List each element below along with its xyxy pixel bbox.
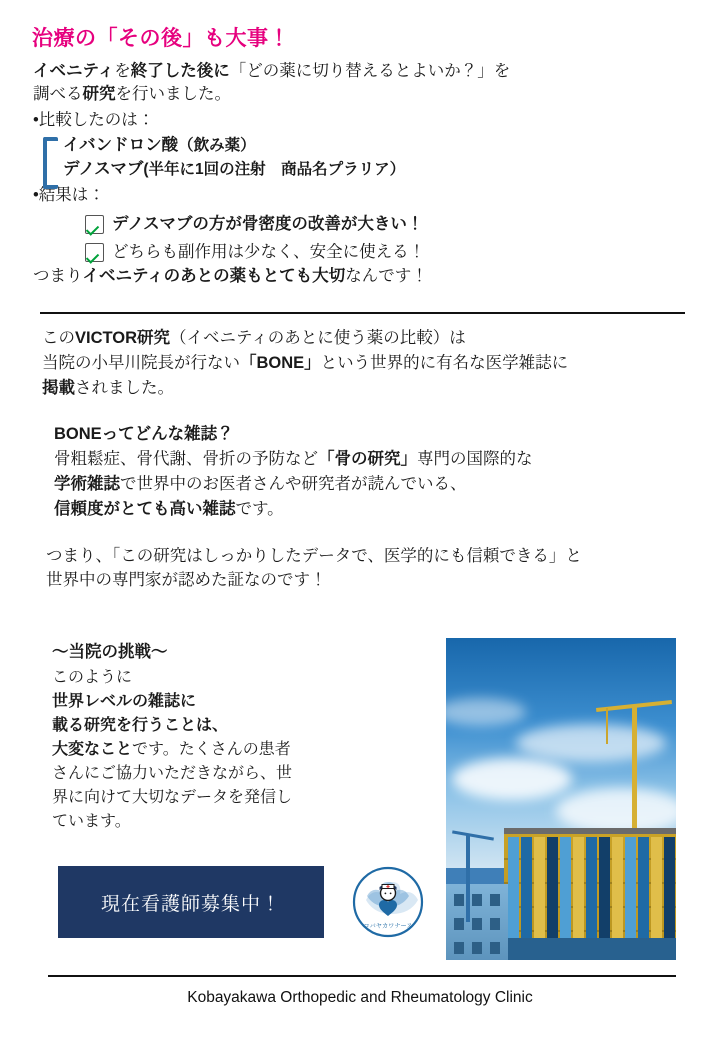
s2-readers: で世界中のお医者さんや研究者が読んでいる、 [120, 474, 467, 493]
section-clinic-challenge [52, 640, 382, 834]
s2-line-3 [42, 376, 687, 401]
result-item-2 [33, 241, 693, 264]
drug-1-name: イバンドロン酸 [63, 136, 179, 155]
s1-line-2 [33, 83, 693, 106]
s2-this: この [42, 329, 75, 347]
divider-top [40, 312, 685, 314]
section1-conclusion [33, 262, 428, 286]
s2-published-suffix: されました。 [75, 378, 174, 397]
bracket-icon [43, 137, 58, 189]
s2-study-desc: （イベニティのあとに使う薬の比較）は [170, 329, 466, 347]
s1-bullet-compare: •比較したのは： [33, 110, 155, 129]
s1-did: を行いました。 [115, 85, 231, 104]
s2-closing-line-2: 世界中の専門家が認めた証なのです！ [46, 571, 327, 590]
s3-line-3: 載る研究を行うことは、 [52, 716, 229, 734]
result-2-text: どちらも副作用は少なく、安全に使える！ [112, 242, 426, 261]
conclusion-emphasis: イベニティのあとの薬もとても大切 [82, 267, 346, 285]
check-icon [85, 243, 104, 262]
s2-international: 専門の国際的な [417, 450, 533, 468]
s1-line-1 [33, 60, 693, 83]
s1-particle-1: を [114, 62, 131, 80]
conclusion-prefix: つまり [33, 267, 83, 285]
s2-sub-line-2 [54, 472, 687, 497]
s1-verb: 調べる [33, 85, 83, 104]
page-title: 治療の「その後」も大事！ [32, 27, 290, 50]
nurse-logo-icon [352, 866, 424, 938]
s1-drug-name: イベニティ [33, 62, 115, 80]
drug-2-note: (半年に1回の注射 商品名プラリア） [143, 161, 406, 179]
s2-academic-journal: 学術雑誌 [54, 474, 120, 493]
s3-line-7: ています。 [52, 812, 131, 830]
section-treatment-after [33, 60, 693, 264]
s3-body [52, 666, 382, 834]
s3-line-4-rest: です。たくさんの患者 [132, 740, 291, 758]
drug-comparison-group [33, 134, 693, 182]
s3-line-4 [52, 738, 382, 762]
photo-crane2-mast [466, 834, 470, 922]
s3-heading: 〜当院の挑戦〜 [52, 643, 168, 661]
section-victor-study [42, 326, 687, 593]
s2-trust-suffix: です。 [235, 499, 284, 518]
nurse-logo-caption: コバヤカワナース [363, 923, 413, 930]
s2-closing-line-1: つまり、「この研究はしっかりしたデータで、医学的にも信頼できる」と [46, 547, 582, 566]
s2-study-name: VICTOR研究 [75, 329, 171, 347]
s2-subsection-bone [42, 422, 687, 521]
drug-item-1 [63, 134, 693, 158]
s3-hard-word: 大変なこと [52, 740, 133, 758]
s2-journal-desc: という世界的に有名な医学雑誌に [320, 353, 569, 372]
photo-cloud [516, 724, 666, 762]
s2-sub-heading: BONEってどんな雑誌？ [54, 425, 234, 444]
s3-line-1: このように [52, 668, 133, 686]
s1-bullet-result: •結果は： [33, 186, 105, 205]
clinic-building-photo [446, 638, 676, 960]
s2-bone-research: 「骨の研究」 [318, 450, 417, 468]
s2-closing [42, 545, 687, 593]
s3-line-2: 世界レベルの雑誌に [52, 692, 197, 710]
conclusion-suffix: なんです！ [345, 267, 428, 285]
check-icon [85, 215, 104, 234]
nurse-recruitment-label: 現在看護師募集中！ [100, 893, 281, 915]
s2-line-1 [42, 326, 687, 351]
result-1-text: デノスマブの方が骨密度の改善が大きい！ [112, 214, 424, 233]
s2-sub-line-1 [54, 447, 687, 472]
photo-cloud [452, 758, 572, 800]
s2-line-2 [42, 351, 687, 376]
nurse-recruitment-button[interactable] [58, 866, 324, 938]
s2-trust-level: 信頼度がとても高い雑誌 [54, 499, 236, 518]
s3-line-6: 界に向けて大切なデータを発信し [52, 788, 293, 806]
s2-author: 当院の小早川院長が行ない [42, 353, 240, 372]
footer-clinic-name: Kobayakawa Orthopedic and Rheumatology Clinic [187, 989, 533, 1006]
divider-bottom [48, 975, 676, 977]
drug-item-2 [63, 158, 693, 182]
photo-foreground-building [446, 884, 508, 960]
s2-published-word: 掲載 [42, 378, 75, 397]
drug-1-note: （飲み薬） [178, 137, 256, 155]
s2-sub-line-3 [54, 497, 687, 522]
s1-phrase-end: 終了した後に [130, 62, 230, 80]
drug-2-name: デノスマブ [63, 160, 144, 179]
result-item-1 [33, 213, 693, 236]
s2-topics: 骨粗鬆症、骨代謝、骨折の予防など [54, 450, 318, 468]
s2-journal-name: 「BONE」 [240, 353, 321, 372]
s1-question: 「どの薬に切り替えるとよいか？」を [229, 62, 511, 80]
s1-study-word: 研究 [82, 85, 116, 104]
photo-building-base [504, 938, 676, 960]
photo-crane-cable [606, 708, 608, 744]
s3-line-5: さんにご協力いただきながら、世 [52, 764, 293, 782]
